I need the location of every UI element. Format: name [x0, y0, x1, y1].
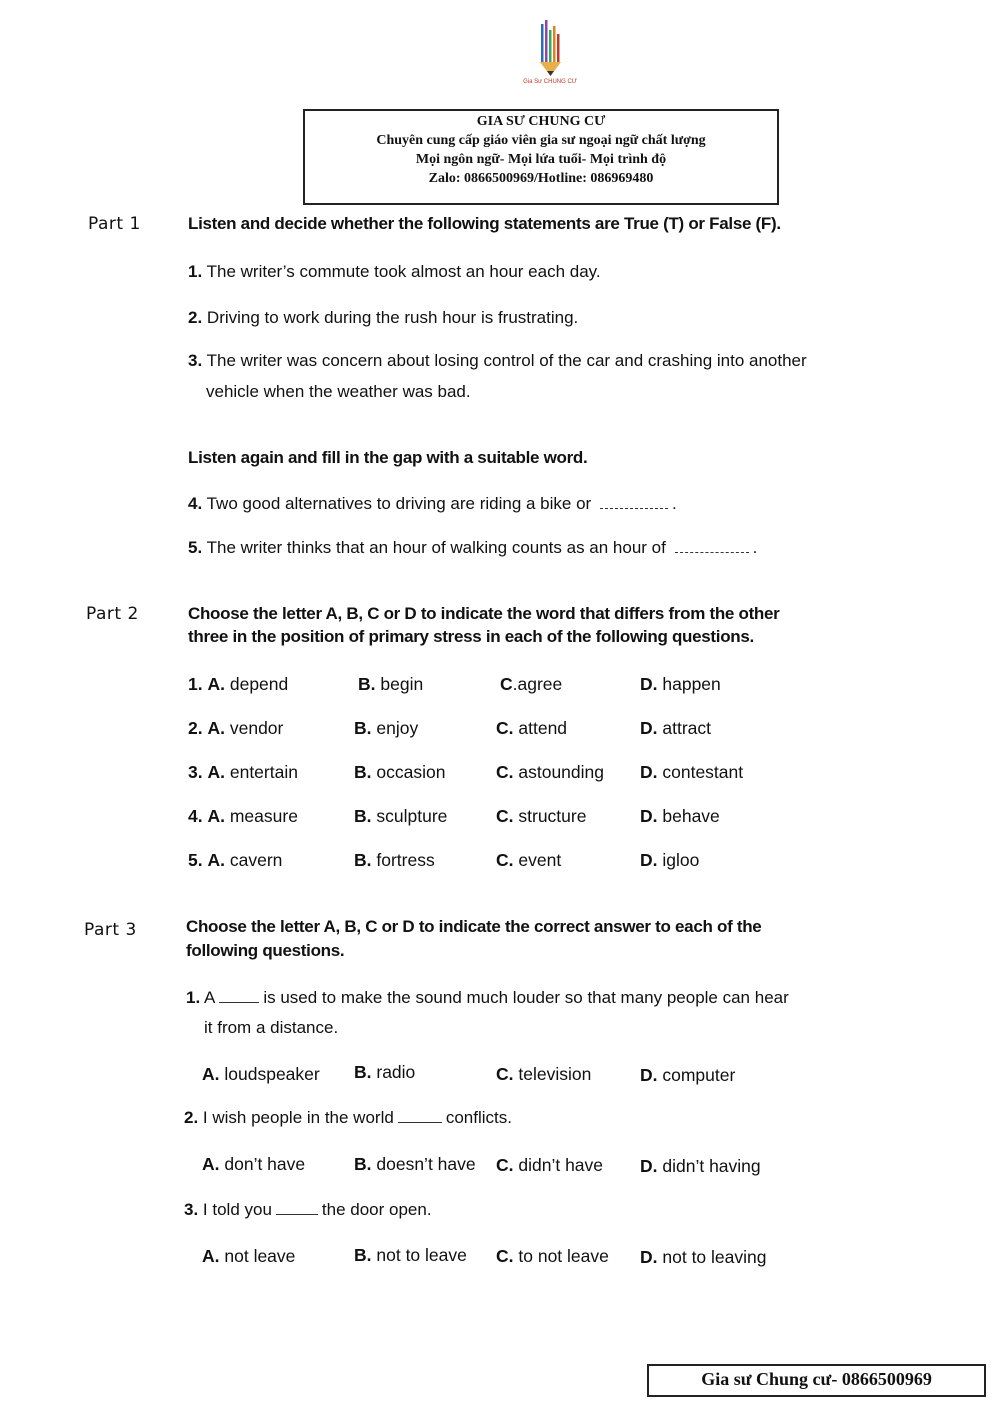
part3-q3-option-c[interactable]: C. to not leave [496, 1246, 609, 1266]
question-number: 4. [188, 494, 203, 513]
part2-row-2-option-d[interactable]: D. attract [640, 718, 712, 738]
question-number: 3. [184, 1200, 199, 1219]
part2-row-1-option-a[interactable]: 1. A. depend [188, 674, 289, 694]
part3-q3-option-b[interactable]: B. not to leave [354, 1245, 467, 1265]
part1-instruction-2: Listen again and fill in the gap with a suitable word. [188, 448, 588, 467]
part2-row-3-option-b[interactable]: B. occasion [354, 762, 446, 782]
header-line-3: Mọi ngôn ngữ- Mọi lứa tuổi- Mọi trình độ [415, 152, 667, 167]
question-text: The writer thinks that an hour of walking counts as an hour of [206, 538, 666, 557]
part2-label: Part 2 [86, 604, 139, 624]
question-number: 1. [186, 988, 201, 1007]
answer-blank[interactable] [219, 1002, 259, 1003]
part3-q2-option-b[interactable]: B. doesn’t have [354, 1154, 476, 1174]
part3-q2-option-a[interactable]: A. don’t have [202, 1154, 306, 1174]
part2-row-5-option-b[interactable]: B. fortress [354, 850, 435, 870]
part1-question-5 [188, 538, 757, 558]
question-text: Two good alternatives to driving are riding a bike or [206, 494, 592, 513]
question-number: 2. [184, 1108, 199, 1127]
part1-question-3-line-2: vehicle when the weather was bad. [206, 382, 471, 401]
part2-row-2-option-b[interactable]: B. enjoy [354, 718, 419, 738]
part2-row-5-option-d[interactable]: D. igloo [640, 850, 700, 870]
question-text: The writer’s commute took almost an hour each day. [206, 262, 601, 281]
part3-q1-option-a[interactable]: A. loudspeaker [202, 1064, 320, 1084]
header-title: GIA SƯ CHUNG CƯ [476, 114, 606, 129]
header-box [303, 109, 779, 205]
part2-row-1-option-b[interactable]: B. begin [358, 674, 424, 694]
question-text: The writer was concern about losing control of the car and crashing into another [206, 351, 807, 370]
question-end: . [671, 494, 677, 513]
part3-q3-option-a[interactable]: A. not leave [202, 1246, 296, 1266]
part1-instruction: Listen and decide whether the following statements are True (T) or False (F). [188, 214, 781, 233]
question-number: 1. [188, 262, 203, 281]
part2-row-3-option-c[interactable]: C. astounding [496, 762, 605, 782]
part2-row-4-option-d[interactable]: D. behave [640, 806, 720, 826]
part3-q2-option-c[interactable]: C. didn’t have [496, 1155, 604, 1175]
part3-question-1: 1. A is used to make the sound much louder so that many people can hear [186, 988, 789, 1007]
part1-label: Part 1 [88, 214, 141, 234]
part3-instruction-line-2: following questions. [186, 941, 345, 960]
part2-row-2-option-a[interactable]: 2. A. vendor [188, 718, 284, 738]
part2-row-5-option-c[interactable]: C. event [496, 850, 562, 870]
header-line-2: Chuyên cung cấp giáo viên gia sư ngoại ngữ chất lượng [376, 133, 706, 148]
part3-q2-option-d[interactable]: D. didn’t having [640, 1156, 761, 1176]
part2-instruction-line-1: Choose the letter A, B, C or D to indicate the word that differs from the other [188, 604, 780, 623]
part3-q1-option-b[interactable]: B. radio [354, 1062, 416, 1082]
part1-question-4 [188, 494, 677, 514]
answer-blank[interactable] [675, 552, 749, 553]
part3-q1-option-d[interactable]: D. computer [640, 1065, 736, 1085]
part3-q3-option-d[interactable]: D. not to leaving [640, 1247, 767, 1267]
part1-question-1 [188, 262, 601, 282]
question-number: 5. [188, 538, 203, 557]
part2-row-4-option-c[interactable]: C. structure [496, 806, 587, 826]
logo [514, 18, 586, 92]
answer-blank[interactable] [276, 1214, 318, 1215]
part1-question-2 [188, 308, 578, 328]
question-text: Driving to work during the rush hour is frustrating. [206, 308, 579, 327]
part2-row-4-option-a[interactable]: 4. A. measure [188, 806, 298, 826]
part2-row-1-option-c[interactable]: C.agree [500, 674, 563, 694]
part3-question-1-line-2: it from a distance. [204, 1018, 339, 1037]
answer-blank[interactable] [398, 1122, 442, 1123]
logo-caption: Gia Sư CHUNG CƯ [523, 79, 577, 85]
answer-blank[interactable] [600, 508, 668, 509]
part3-q1-option-c[interactable]: C. television [496, 1064, 592, 1084]
part2-row-2-option-c[interactable]: C. attend [496, 718, 568, 738]
part1-question-3 [188, 351, 807, 371]
header-line-4: Zalo: 0866500969/Hotline: 086969480 [428, 171, 654, 186]
question-end: . [752, 538, 758, 557]
part3-instruction-line-1: Choose the letter A, B, C or D to indicate the correct answer to each of the [186, 917, 762, 936]
part2-row-3-option-a[interactable]: 3. A. entertain [188, 762, 298, 782]
part2-row-5-option-a[interactable]: 5. A. cavern [188, 850, 283, 870]
part2-instruction-line-2: three in the position of primary stress in each of the following questions. [188, 627, 754, 646]
part3-question-2: 2. I wish people in the world conflicts. [184, 1108, 512, 1127]
question-number: 2. [188, 308, 203, 327]
part3-question-3: 3. I told you the door open. [184, 1200, 432, 1219]
question-number: 3. [188, 351, 203, 370]
part2-row-3-option-d[interactable]: D. contestant [640, 762, 744, 782]
part2-row-1-option-d[interactable]: D. happen [640, 674, 721, 694]
footer-box: Gia sư Chung cư- 0866500969 [647, 1364, 986, 1397]
part2-row-4-option-b[interactable]: B. sculpture [354, 806, 448, 826]
pencil-bars-logo-icon [514, 18, 586, 78]
part3-label: Part 3 [84, 920, 137, 940]
